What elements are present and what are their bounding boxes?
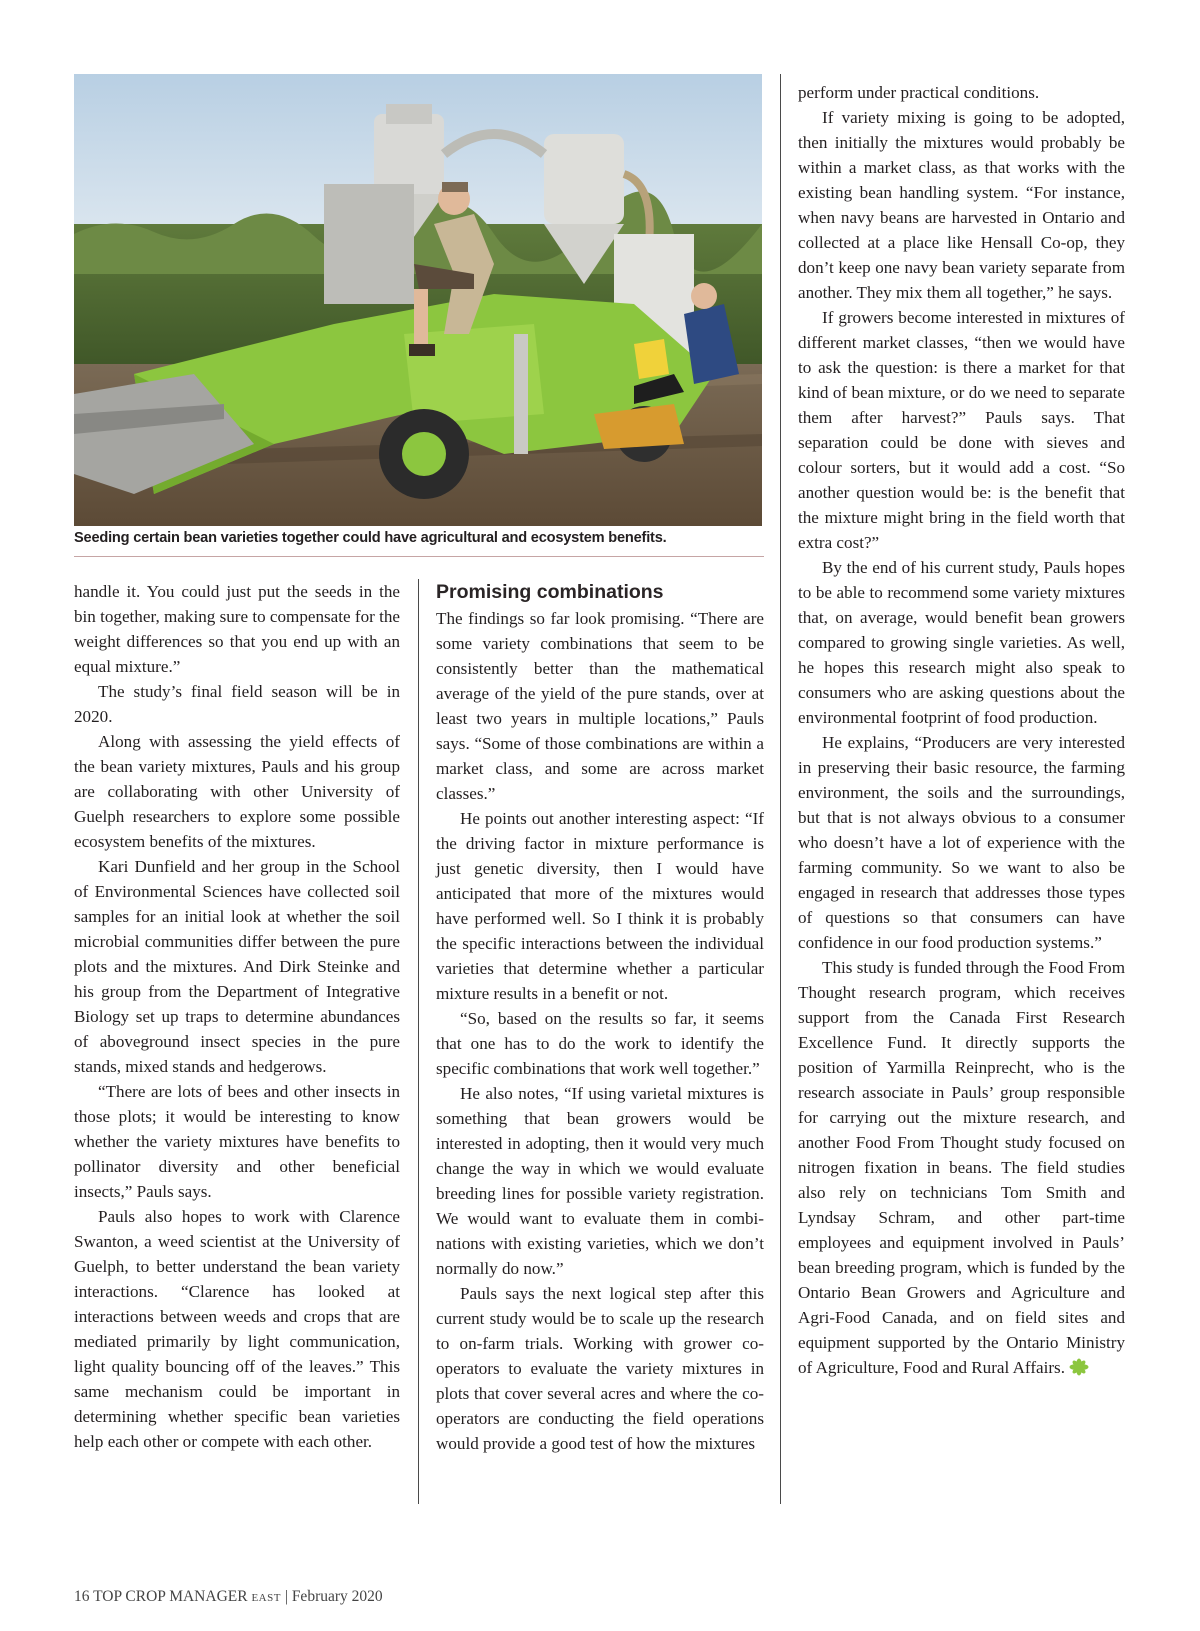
section-heading: Promising combinations <box>436 581 664 603</box>
paragraph: If variety mixing is going to be adopted, then initially the mixtures would probably be within a market class, as that works with the existing bean handling system. “For instance, when navy beans are harvested in Ontario and collected at a place like Hensall Co-op, they don’t keep one navy bean variety separate from another. They mix them all together,” he says. <box>798 108 1125 302</box>
paragraph: He also notes, “If using varietal mixtures is something that bean growers would be interested in adopting, then it would very much change the way in which we would evaluate breeding lines for possible variety registration. We would want to evaluate them in combinations with existing varieties, which we don’t normally do now.” <box>436 1084 764 1278</box>
paragraph-final <box>798 955 1125 1380</box>
article-column-1 <box>74 579 400 1454</box>
paragraph: “There are lots of bees and other insects in those plots; it would be interesting to know whether the variety mixtures have benefits to pollinator diversity and other beneficial insects,” Pauls says. <box>74 1082 400 1201</box>
magazine-edition: EAST <box>251 1592 281 1604</box>
page-footer <box>74 1588 383 1606</box>
article-column-2 <box>436 579 764 1456</box>
footer-separator: | <box>284 1588 288 1605</box>
column-divider-2 <box>780 74 781 1504</box>
paragraph: If growers become interested in mixtures of different market classes, “then we would have to ask the question: is there a market for that kind of bean mixture, or do we need to separate them after harvest?” Pauls says. That separation could be done with sieves and colour sorters, but it would add a cost. “So another question would be: is the benefit that the mixture might bring in the field worth that extra cost?” <box>798 308 1125 552</box>
article-column-3 <box>798 80 1125 1380</box>
paragraph: “So, based on the results so far, it seems that one has to do the work to identify the specific combinations that work well together.” <box>436 1009 764 1078</box>
magazine-name: TOP CROP MANAGER <box>93 1588 248 1605</box>
paragraph: By the end of his current study, Pauls hopes to be able to recommend some variety mixtures that, on average, would benefit bean growers compared to growing single varieties. As well, he hopes this research might also speak to consumers who are asking questions about the environmental footprint of food production. <box>798 558 1125 727</box>
paragraph: handle it. You could just put the seeds in the bin together, making sure to compensate for the weight differences so that you end up with an equal mixture.” <box>74 582 400 676</box>
paragraph: perform under practical conditions. <box>798 83 1040 102</box>
paragraph: Pauls says the next logical step after this current study would be to scale up the research to on-farm trials. Working with grower co-operators to evaluate the variety mixtures in plots that cover several acres and where the co-operators are conducting the field operations would provide a good test of how the mixtures <box>436 1284 764 1453</box>
paragraph: The study’s final field season will be in 2020. <box>74 682 400 726</box>
paragraph: Along with assessing the yield effects of the bean variety mixtures, Pauls and his group are collaborating with other University of Guelph researchers to explore some possible ecosystem benefits of the mixtures. <box>74 732 400 851</box>
seeder-illustration <box>74 74 762 526</box>
paragraph: He explains, “Producers are very interested in preserving their basic resource, the farming environment, the soils and the surroundings, but that is not always obvious to a consumer who doesn’t have a lot of experience with the farming community. So we want to also be engaged in research that addresses those types of questions so that consumers can have confidence in our food production systems.” <box>798 733 1125 952</box>
issue-date: February 2020 <box>291 1588 383 1605</box>
photo-caption: Seeding certain bean varieties together could have agricultural and ecosystem benefits. <box>74 530 667 546</box>
page-number: 16 <box>74 1588 90 1605</box>
paragraph: Pauls also hopes to work with Clarence Swanton, a weed scientist at the University of Guelph, to better understand the bean variety interactions. “Clarence has looked at interactions between weeds and crops that are mediated primarily by light communication, light quality bouncing off of the leaves.” This same mechanism could be important in determining whether specific bean varieties help each other or compete with each other. <box>74 1207 400 1451</box>
paragraph: He points out another interesting aspect: “If the driving factor in mixture performance is just genetic diversity, then I would have anticipated that more of the mixtures would have performed well. So I think it is probably the specific interactions between the individual varieties that determine whether a particular mixture results in a benefit or not. <box>436 809 764 1003</box>
column-divider-1 <box>418 579 419 1504</box>
paragraph: Kari Dunfield and her group in the School of Environmental Sciences have collected soil samples for an initial look at whether the soil microbial communities differ between the pure plots and the mixtures. And Dirk Steinke and his group from the Department of Integrative Biology set up traps to determine abundances of aboveground insect species in the pure stands, mixed stands and hedgerows. <box>74 857 400 1076</box>
end-of-article-icon <box>1069 1358 1089 1376</box>
caption-divider <box>74 556 764 557</box>
paragraph-text: This study is funded through the Food From Thought research program, which receives support from the Canada First Research Excellence Fund. It directly supports the position of Yarmilla Reinprecht, who is the research associate in Pauls’ group responsible for carrying out the mixture research, and another Food From Thought study focused on nitrogen fixation in beans. The field studies also rely on technicians Tom Smith and Lyndsay Schram, and other part-time employees and equipment involved in Pauls’ bean breeding program, which is funded by the Ontario Bean Growers and Agriculture and Agri-Food Canada, and on field sites and equipment supported by the Ontario Ministry of Agriculture, Food and Rural Affairs. <box>798 958 1125 1377</box>
paragraph: The findings so far look promising. “There are some variety combinations that seem to be consistently better than the mathematical average of the yield of the pure stands, over at least two years in multiple locations,” Pauls says. “Some of those combinations are within a market class, and some are across market classes.” <box>436 609 764 803</box>
article-photo <box>74 74 762 526</box>
